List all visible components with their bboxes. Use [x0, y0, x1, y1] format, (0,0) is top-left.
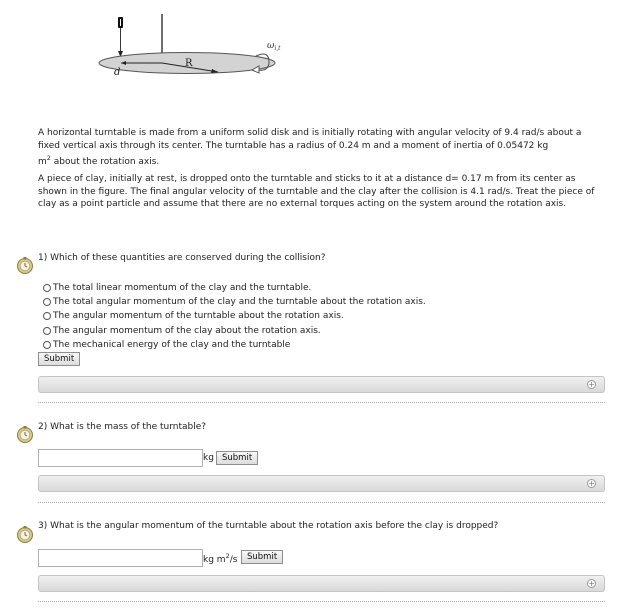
q3-answer-input[interactable]: [38, 549, 203, 567]
question-1-text: 1) Which of these quantities are conserved during the collision?: [38, 253, 326, 263]
q3-submit-button[interactable]: Submit: [241, 550, 283, 564]
q1-option-5-radio[interactable]: [43, 341, 51, 349]
q1-option-5[interactable]: [43, 339, 290, 351]
q2-expand-icon[interactable]: +: [588, 479, 595, 488]
turntable-figure: [66, 8, 286, 88]
q1-option-2-label: The total angular momentum of the clay and the turntable about the rotation axis.: [53, 297, 426, 307]
divider: [38, 402, 605, 403]
q1-option-2[interactable]: [43, 296, 426, 308]
q1-feedback-bar[interactable]: [38, 376, 605, 393]
omega-label: $\omega_{i,t}$: [267, 41, 281, 52]
q1-option-1[interactable]: [43, 282, 311, 294]
problem-paragraph-2: A piece of clay, initially at rest, is dropped onto the turntable and sticks to it at a distance d= 0.17 m from its center as shown in the figure. The final angular velocity of the turntable and the clay after the collision is 4.1 rad/s. Treat the piece of clay as a point particle and assume that there are no external torques acting on the system around the rotation axis.: [38, 174, 595, 209]
divider: [38, 502, 605, 503]
problem-paragraph-1: A horizontal turntable is made from a uniform solid disk and is initially rotating with angular velocity of 9.4 rad/s about a fixed vertical axis through its center. The turntable has a radius of 0.24 m and a moment of inertia of 0.05472 kg $m^2$ about the rotation axis.: [38, 128, 582, 167]
q2-answer-input[interactable]: [38, 449, 203, 467]
q1-option-5-label: The mechanical energy of the clay and the turntable: [53, 340, 291, 350]
q2-feedback-bar[interactable]: [38, 475, 605, 492]
q1-option-1-label: The total linear momentum of the clay and the turntable.: [53, 283, 312, 293]
question-2-status-icon: [16, 425, 34, 443]
q1-option-2-radio[interactable]: [43, 298, 51, 306]
q3-expand-icon[interactable]: +: [588, 579, 595, 588]
q3-unit-label: kg $m^2/s$: [203, 552, 238, 565]
q1-option-4-radio[interactable]: [43, 327, 51, 335]
q1-option-3-radio[interactable]: [43, 312, 51, 320]
q1-option-3[interactable]: [43, 310, 344, 322]
q1-option-1-radio[interactable]: [43, 284, 51, 292]
q1-submit-button[interactable]: Submit: [38, 352, 80, 366]
q1-option-4-label: The angular momentum of the clay about the rotation axis.: [53, 326, 321, 336]
q1-option-4[interactable]: [43, 325, 321, 337]
question-3-text: 3) What is the angular momentum of the turntable about the rotation axis before the clay is dropped?: [38, 521, 499, 531]
q2-unit-label: kg: [203, 453, 214, 463]
divider: [38, 601, 605, 602]
distance-label: d: [114, 67, 121, 78]
question-2-text: 2) What is the mass of the turntable?: [38, 422, 207, 432]
q2-submit-button[interactable]: Submit: [216, 451, 258, 465]
question-3-status-icon: [16, 525, 34, 543]
clay-piece: [118, 17, 123, 57]
q3-feedback-bar[interactable]: [38, 575, 605, 592]
radius-label: R: [185, 58, 193, 69]
question-1-status-icon: [16, 256, 34, 274]
q1-expand-icon[interactable]: +: [588, 380, 595, 389]
q1-option-3-label: The angular momentum of the turntable about the rotation axis.: [53, 311, 344, 321]
